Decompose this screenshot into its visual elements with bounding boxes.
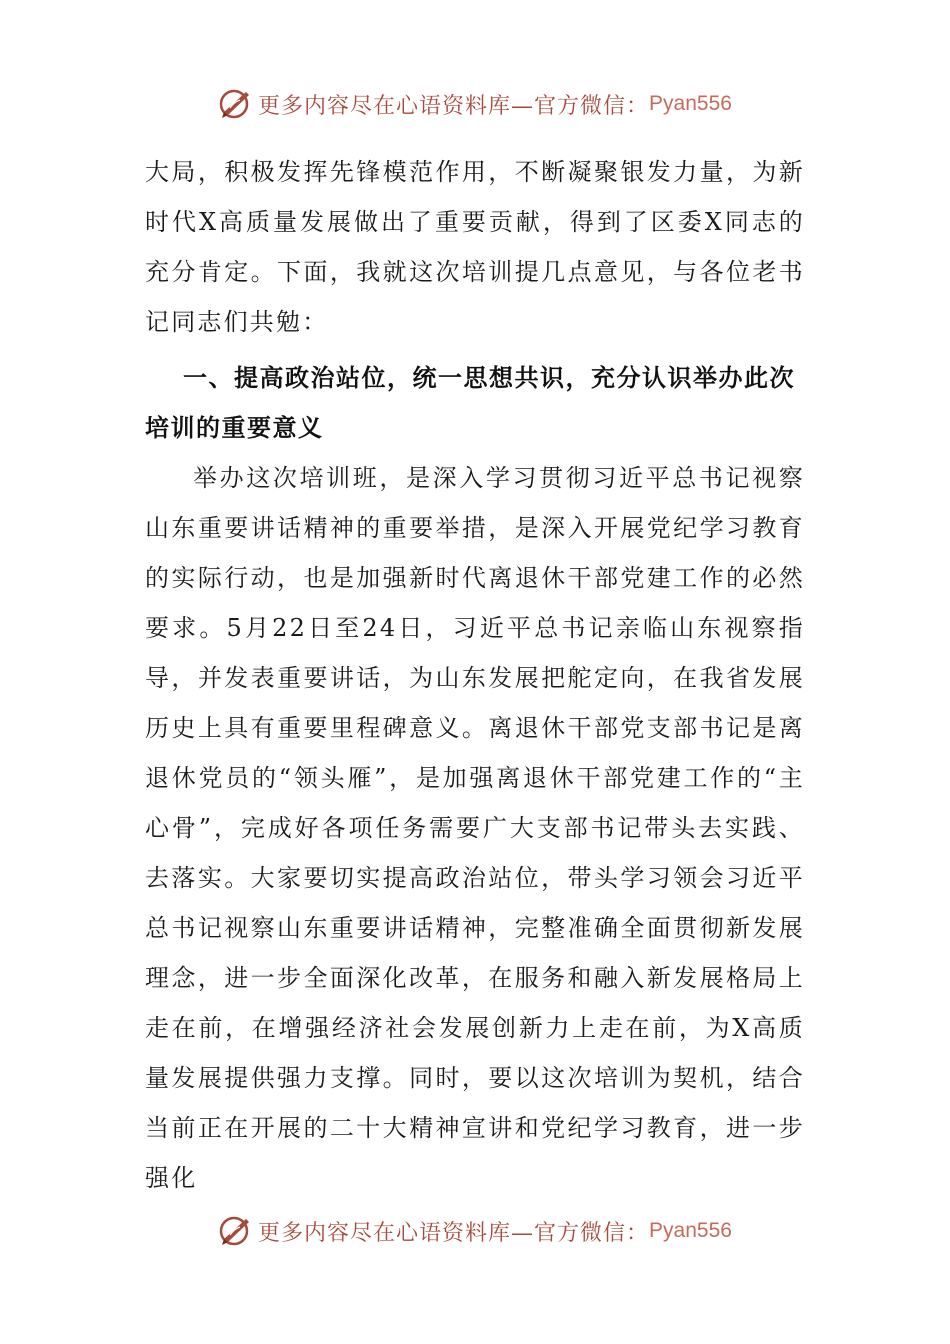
- banner-wechat-id: Pyan556: [649, 1219, 732, 1242]
- section-heading-1: 一、提高政治站位，统一思想共识，充分认识举办此次培训的重要意义: [145, 364, 795, 442]
- banner-text: 更多内容尽在心语资料库—官方微信：: [258, 1220, 650, 1246]
- banner-text: 更多内容尽在心语资料库—官方微信：: [258, 93, 650, 119]
- paragraph-continued: 大局，积极发挥先锋模范作用，不断凝聚银发力量，为新时代X高质量发展做出了重要贡献，得到了区委X同志的充分肯定。下面，我就这次培训提几点意见，与各位老书记同志们共勉：: [145, 158, 805, 336]
- footer-watermark-banner: [0, 1209, 950, 1253]
- header-watermark-banner: [0, 82, 950, 126]
- pen-logo-icon: [218, 86, 254, 122]
- pen-logo-icon: [218, 1213, 254, 1249]
- banner-wechat-id: Pyan556: [649, 92, 732, 115]
- paragraph-section-1: 举办这次培训班，是深入学习贯彻习近平总书记视察山东重要讲话精神的重要举措，是深入开展党纪学习教育的实际行动，也是加强新时代离退休干部党建工作的必然要求。5月22日至24日，习近平总书记亲临山东视察指导，并发表重要讲话，为山东发展把舵定向，在我省发展历史上具有重要里程碑意义。离退休干部党支部书记是离退休党员的“领头雁”，是加强离退休干部党建工作的“主心骨”，完成好各项任务需要广大支部书记带头去实践、去落实。大家要切实提高政治站位，带头学习领会习近平总书记视察山东重要讲话精神，完整准确全面贯彻新发展理念，进一步全面深化改革，在服务和融入新发展格局上走在前，在增强经济社会发展创新力上走在前，为X高质量发展提供强力支撑。同时，要以这次培训为契机，结合当前正在开展的二十大精神宣讲和党纪学习教育，进一步强化: [145, 464, 805, 1192]
- document-body: [145, 147, 805, 1203]
